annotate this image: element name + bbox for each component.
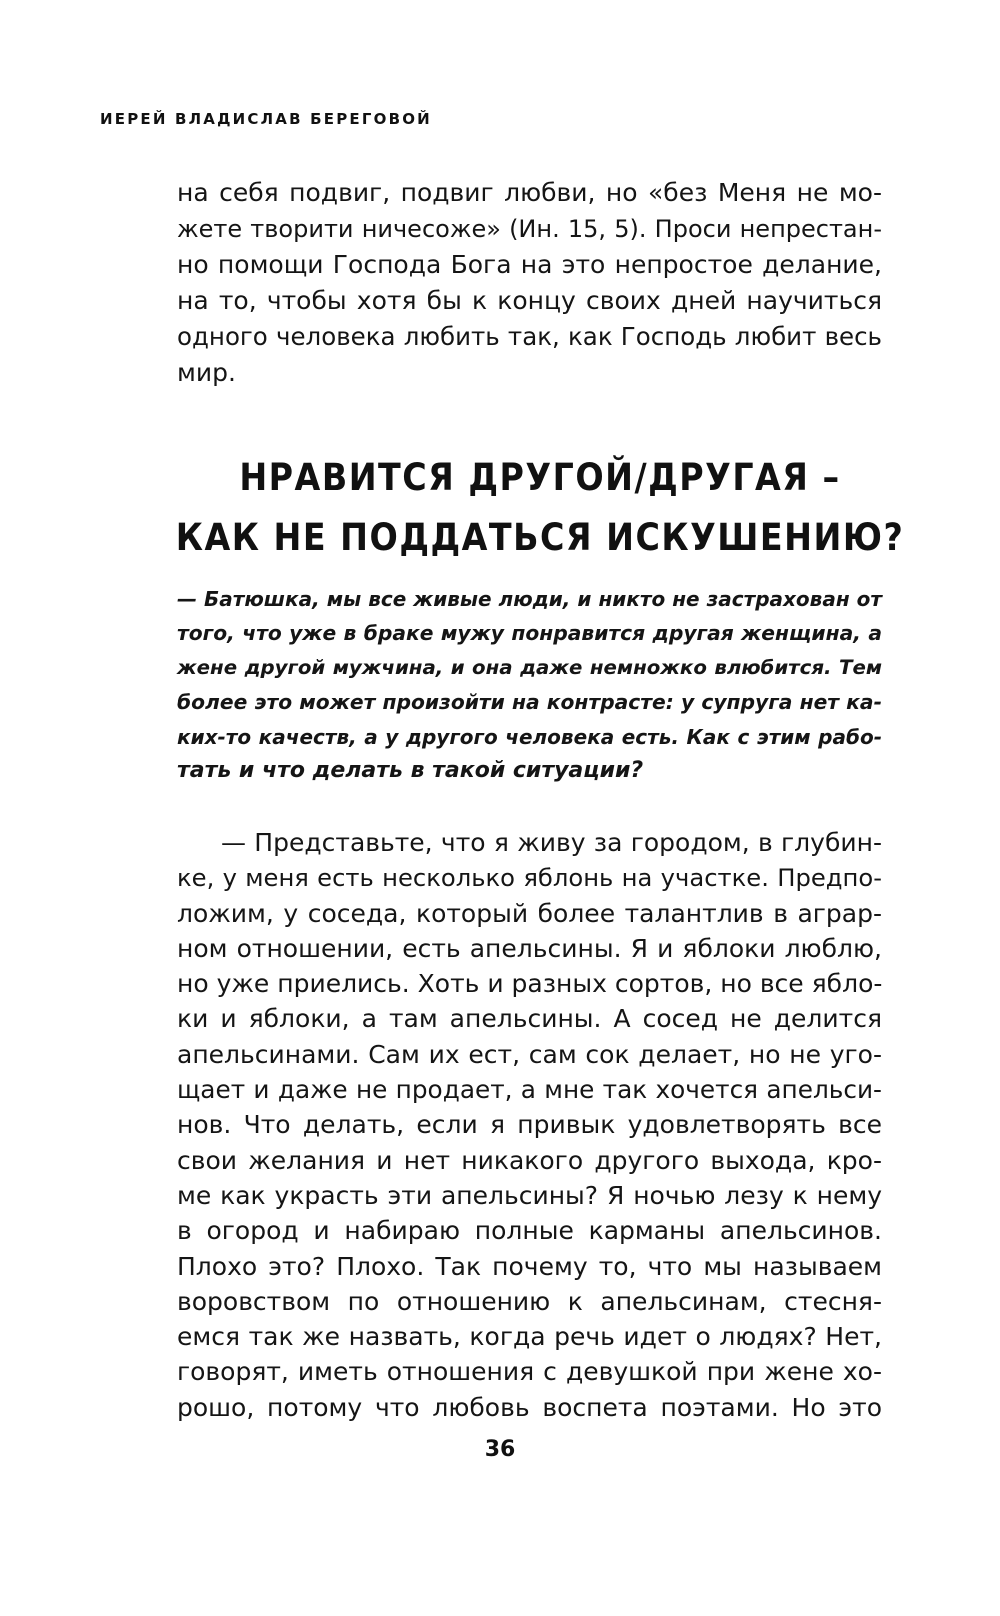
answer-line: ложим, у соседа, который более талантлив в аграр- bbox=[177, 898, 882, 928]
answer-line: Плохо это? Плохо. Так почему то, что мы называем bbox=[177, 1251, 882, 1281]
answer-line: в огород и набираю полные карманы апельсинов. bbox=[177, 1216, 882, 1246]
text-line: но помощи Господа Бога на это непростое делание, bbox=[177, 250, 882, 279]
answer-line: — Представьте, что я живу за городом, в глубин- bbox=[221, 828, 882, 857]
answer-line: говорят, иметь отношения с девушкой при жене хо- bbox=[177, 1357, 882, 1387]
text-line: на то, чтобы хотя бы к концу своих дней научиться bbox=[177, 286, 882, 315]
answer-line: ке, у меня есть несколько яблонь на участке. Предпо- bbox=[177, 863, 882, 893]
answer-line: нов. Что делать, если я привык удовлетворять все bbox=[177, 1110, 882, 1140]
running-head: ИЕРЕЙ ВЛАДИСЛАВ БЕРЕГОВОЙ bbox=[100, 110, 432, 128]
question-line: более это может произойти на контрасте: у супруга нет ка- bbox=[177, 690, 882, 715]
answer-paragraph bbox=[177, 825, 882, 1425]
page-number: 36 bbox=[484, 1437, 516, 1462]
answer-line: воровством по отношению к апельсинам, стесня- bbox=[177, 1286, 882, 1316]
question-line: — Батюшка, мы все живые люди, и никто не застрахован от bbox=[177, 587, 882, 611]
answer-line: ме как украсть эти апельсины? Я ночью лезу к нему bbox=[177, 1180, 882, 1210]
answer-line: ки и яблоки, а там апельсины. А сосед не делится bbox=[177, 1004, 882, 1034]
answer-line: емся так же назвать, когда речь идет о людях? Нет, bbox=[177, 1322, 882, 1352]
question-line: того, что уже в браке мужу понравится другая женщина, а bbox=[177, 621, 882, 646]
section-heading bbox=[100, 448, 980, 568]
intro-paragraph bbox=[177, 175, 882, 391]
question-line: тать и что делать в такой ситуации? bbox=[177, 757, 644, 783]
text-line: жете творити ничесоже» (Ин. 15, 5). Проси непрестан- bbox=[177, 215, 882, 243]
answer-line: щает и даже не продает, а мне так хочется апельси- bbox=[177, 1075, 882, 1105]
text-line: на себя подвиг, подвиг любви, но «без Меня не мо- bbox=[177, 178, 882, 207]
answer-line: рошо, потому что любовь воспета поэтами. Но это bbox=[177, 1392, 882, 1422]
question-line: жене другой мужчина, и она даже немножко влюбится. Тем bbox=[177, 655, 882, 679]
answer-line: апельсинами. Сам их ест, сам сок делает, но не уго- bbox=[177, 1039, 882, 1069]
text-line: одного человека любить так, как Господь любит весь bbox=[177, 322, 882, 351]
question-line: ких-то качеств, а у другого человека есть. Как с этим рабо- bbox=[177, 724, 882, 749]
answer-line: но уже приелись. Хоть и разных сортов, но все ябло- bbox=[177, 969, 883, 999]
answer-line: ном отношении, есть апельсины. Я и яблоки люблю, bbox=[177, 933, 882, 963]
answer-line: свои желания и нет никакого другого выхода, кро- bbox=[177, 1145, 882, 1175]
question-paragraph bbox=[177, 582, 882, 788]
section-heading-line-1: НРАВИТСЯ ДРУГОЙ/ДРУГАЯ – bbox=[239, 456, 841, 499]
section-heading-line-2: КАК НЕ ПОДДАТЬСЯ ИСКУШЕНИЮ? bbox=[175, 516, 905, 559]
text-line: мир. bbox=[177, 358, 236, 387]
